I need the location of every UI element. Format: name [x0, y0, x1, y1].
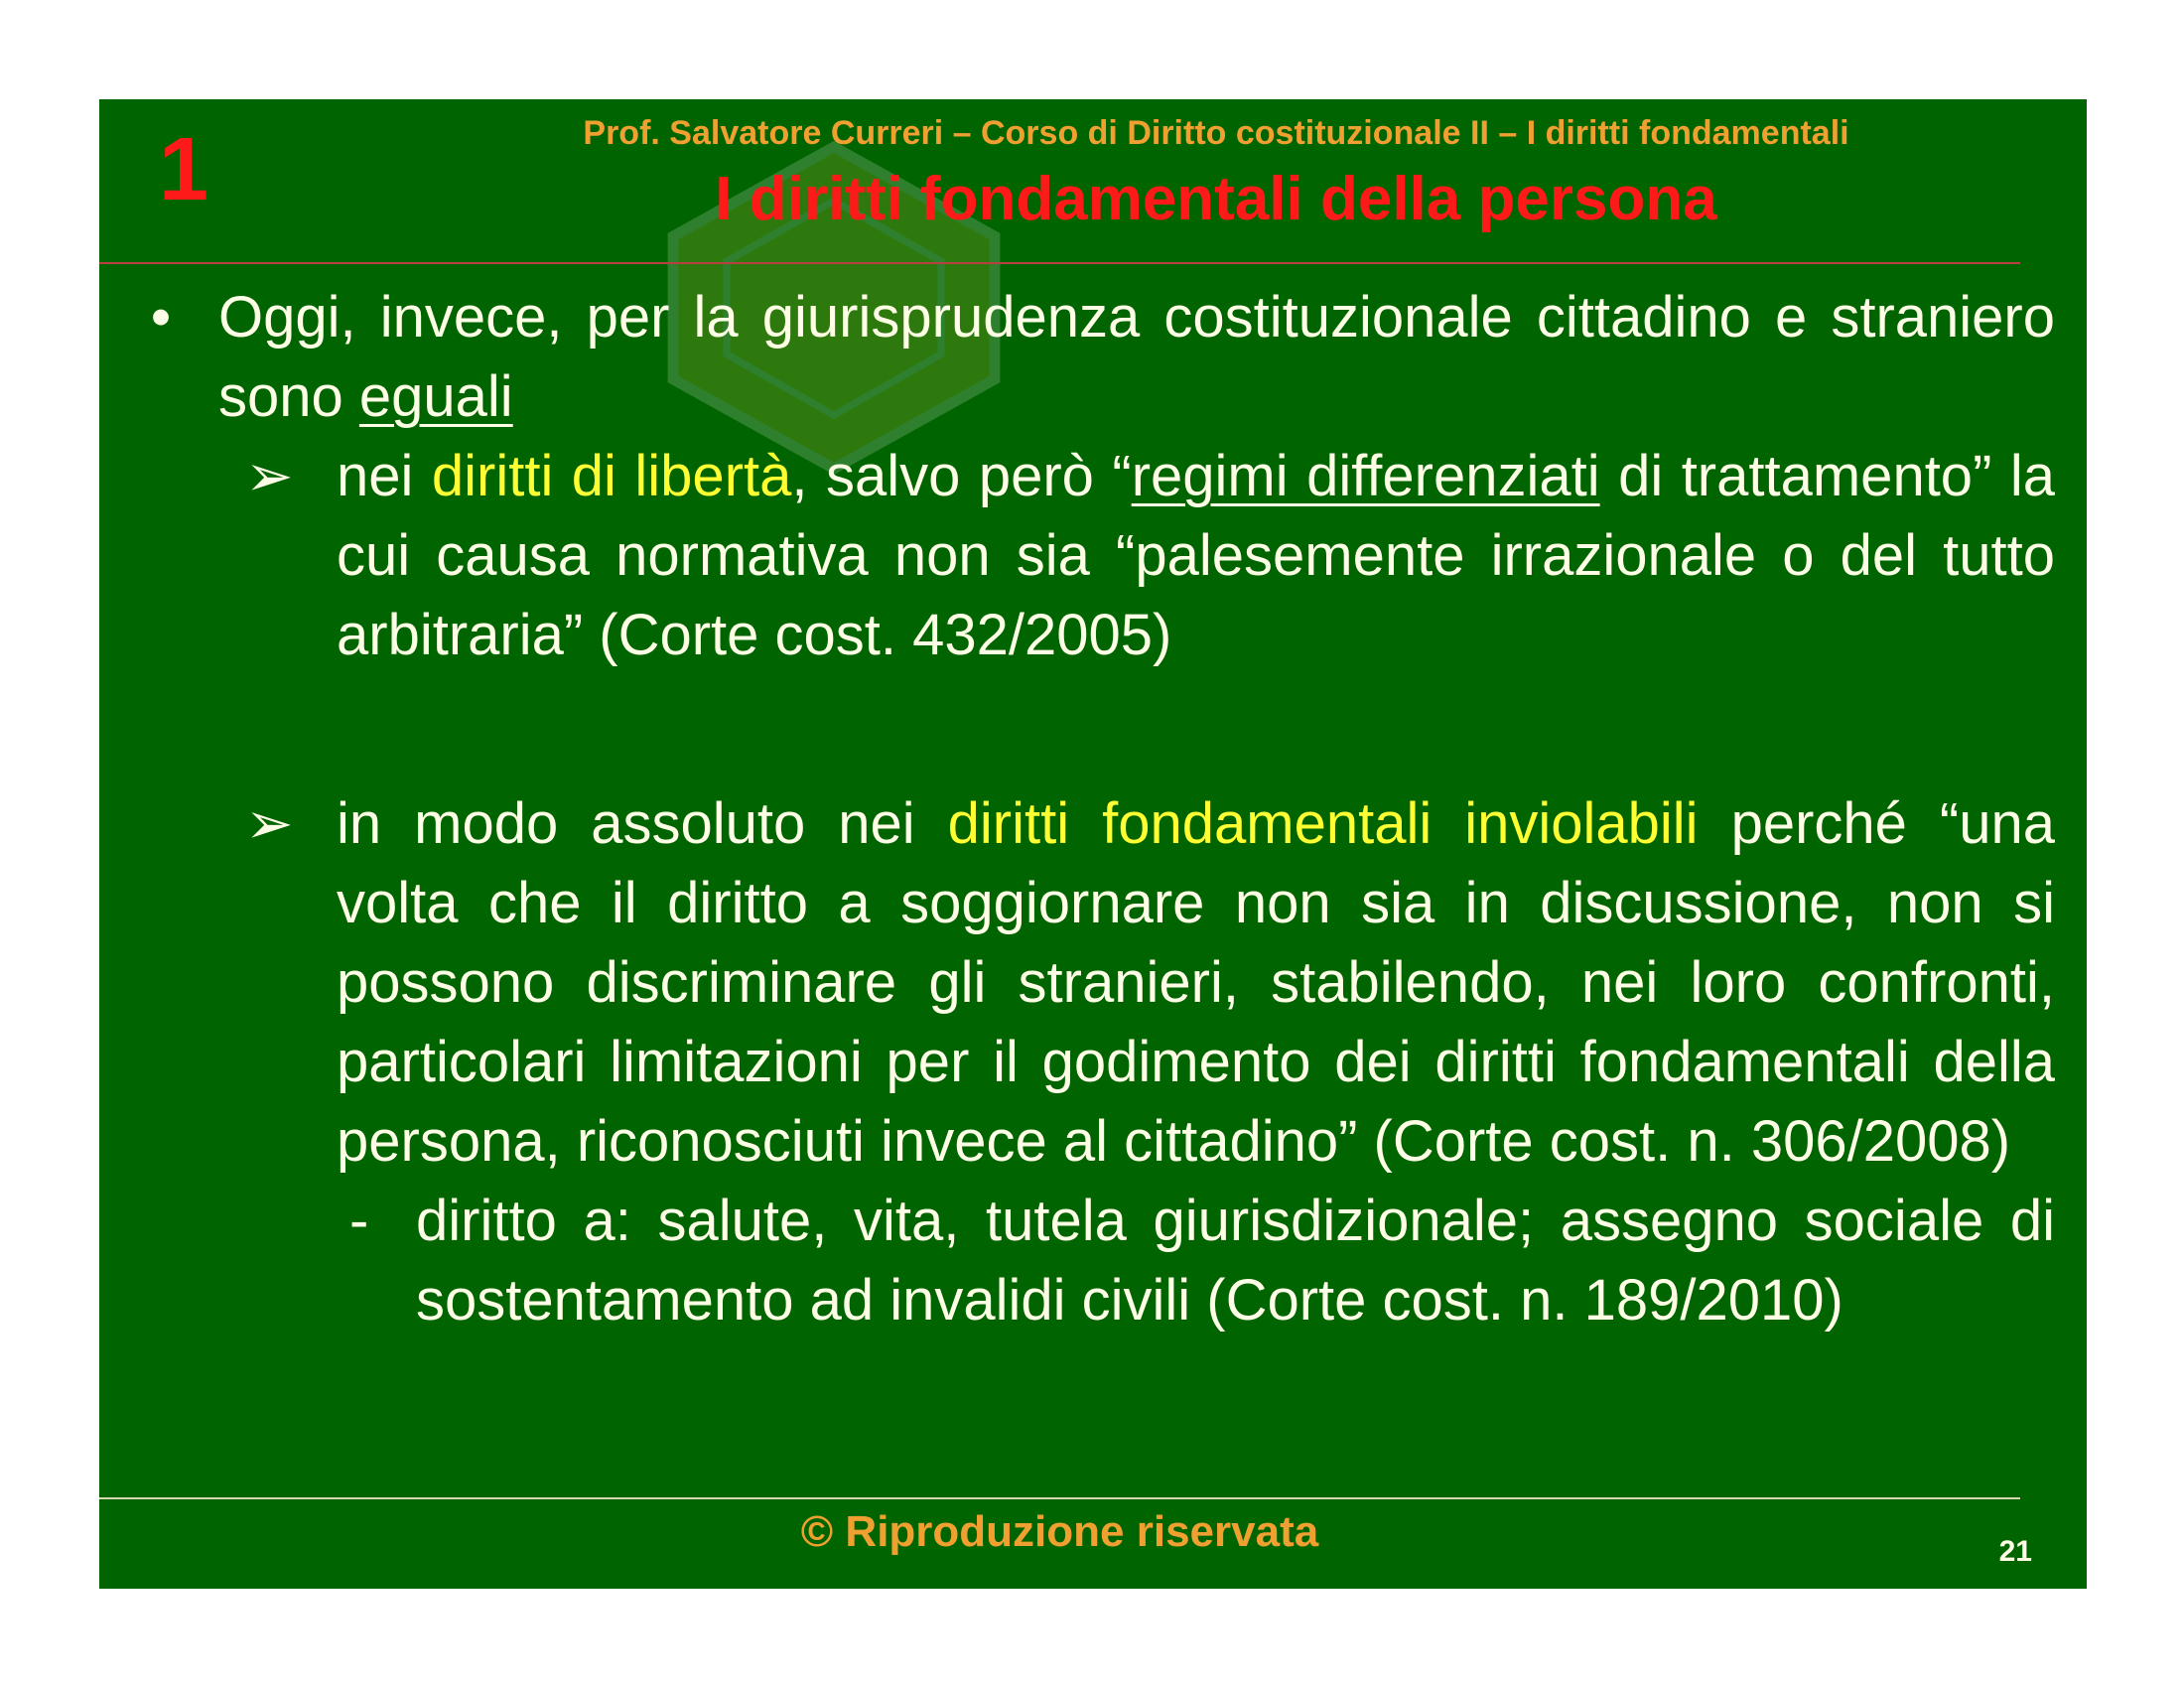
slide [99, 99, 2087, 1589]
dash-marker: - [349, 1189, 369, 1253]
header-divider [99, 262, 2020, 264]
sub-bullet-item [111, 437, 2055, 675]
slide-title: I diritti fondamentali della persona [715, 165, 1717, 233]
arrow-marker-icon: ➢ [245, 791, 294, 856]
bullet-item [111, 278, 2055, 437]
highlighted-term: diritti di libertà [431, 444, 792, 508]
sub-bullet-text: perché “una volta che il diritto a soggiornare non sia in discussione, non si possono discriminare gli stranieri, stabilendo, nei loro confronti, particolari limitazioni per il godimento dei diritti fondamentali della persona, riconosciuti invece al cittadino” (Corte cost. n. 306/2008) [337, 791, 2056, 1174]
page-number: 21 [1998, 1535, 2032, 1568]
dash-item [111, 1182, 2055, 1340]
bullet-text: Oggi, invece, per la giurisprudenza costituzionale cittadino e straniero sono [218, 285, 2055, 429]
underlined-term: eguali [358, 364, 513, 429]
sub-bullet-text: di trattamento” la cui causa normativa non sia “palesemente irrazionale o del tutto arbitraria” (Corte cost. 432/2005) [337, 444, 2055, 667]
bullet-marker: • [150, 285, 172, 350]
slide-number-mark: 1 [159, 120, 209, 219]
sub-bullet-text: nei [337, 444, 432, 508]
spacer [111, 675, 2055, 784]
arrow-marker-icon: ➢ [245, 444, 294, 508]
dash-text: diritto a: salute, vita, tutela giurisdizionale; assegno sociale di sostentamento ad invalidi civili (Corte cost. n. 189/2010) [416, 1189, 2055, 1333]
sub-bullet-item [111, 784, 2055, 1182]
footer-divider [99, 1497, 2020, 1499]
course-line: Prof. Salvatore Curreri – Corso di Diritto costituzionale II – I diritti fondamentali [583, 114, 1849, 152]
slide-body [111, 278, 2055, 1340]
underlined-term: regimi differenziati [1131, 444, 1600, 508]
highlighted-term: diritti fondamentali inviolabili [947, 791, 1699, 856]
sub-bullet-text: , salvo però “ [791, 444, 1132, 508]
copyright-notice: © Riproduzione riservata [800, 1507, 1319, 1556]
sub-bullet-text: in modo assoluto nei [337, 791, 948, 856]
